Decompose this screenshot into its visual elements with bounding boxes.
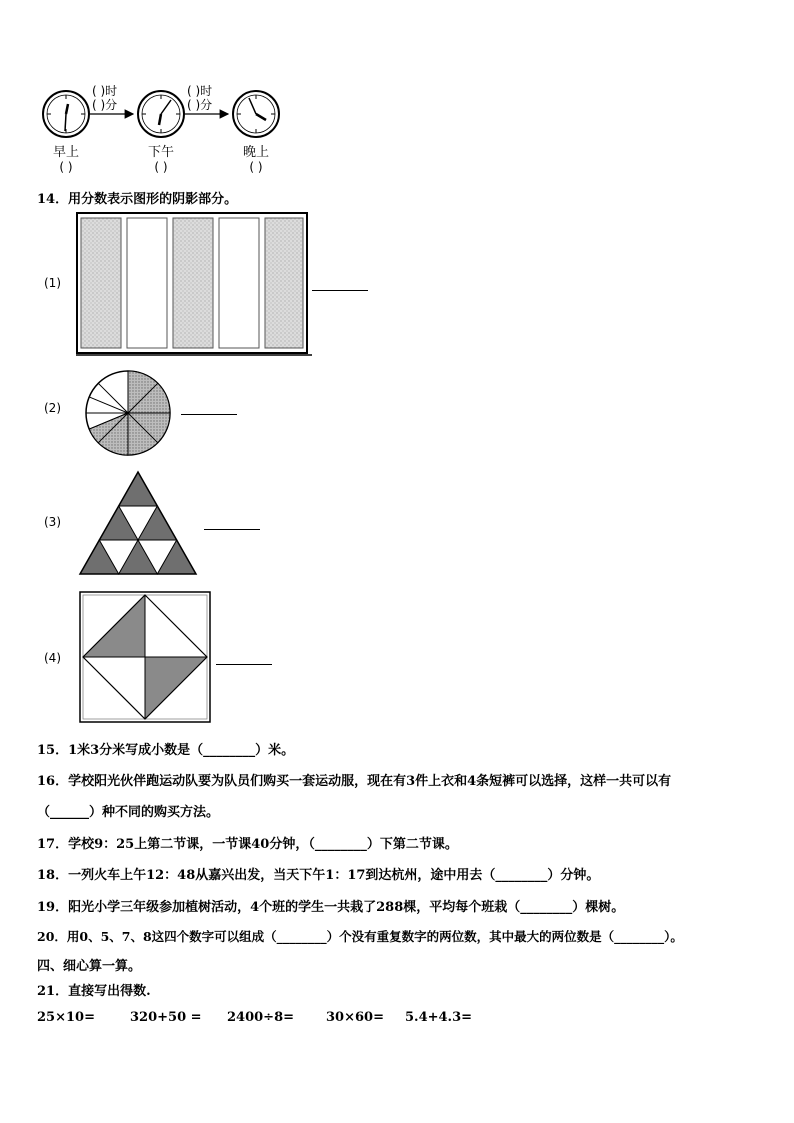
q14-label-4: (4) [44,651,61,665]
question-19: 19．阳光小学三年级参加植树活动，4个班的学生一共栽了288棵，平均每个班栽（________）棵树。 [37,900,625,915]
morning-blank: ( ) [59,160,73,174]
clocks-diagram [30,80,300,150]
figure-2-circle [84,369,172,457]
mental-math-4: 30×60= [326,1010,384,1025]
q14-title: 14．用分数表示图形的阴影部分。 [37,192,238,207]
minute-blank-2: ( )分 [187,98,213,112]
evening-blank: ( ) [249,160,263,174]
answer-line-3[interactable] [204,529,260,530]
mental-math-3: 2400÷8= [227,1010,295,1025]
question-16-line-1: 16．学校阳光伙伴跑运动队要为队员们购买一套运动服，现在有3件上衣和4条短裤可以选择，这样一共可以有 [37,774,672,789]
q14-label-3: (3) [44,515,61,529]
section-4-heading: 四、细心算一算。 [37,959,142,974]
figure-1-strips [76,212,312,356]
q14-label-2: (2) [44,401,61,415]
mental-math-5: 5.4+4.3= [405,1010,473,1025]
clock-afternoon-icon [138,91,184,137]
clock-evening-icon [233,91,279,137]
morning-label: 早上 [52,145,79,160]
mental-math-2: 320+50 = [130,1010,202,1025]
answer-line-2[interactable] [181,414,237,415]
figure-3-triangle [78,470,198,576]
question-21: 21．直接写出得数. [37,984,151,999]
evening-label: 晚上 [242,145,269,160]
question-20: 20．用0、5、7、8这四个数字可以组成（________）个没有重复数字的两位数，其中最大的两位数是（________）。 [37,929,683,944]
minute-blank-1: ( )分 [92,98,118,112]
clock-morning-icon [43,91,89,137]
afternoon-blank: ( ) [154,160,168,174]
question-18: 18．一列火车上午12：48从嘉兴出发，当天下午1：17到达杭州，途中用去（________）分钟。 [37,868,600,883]
hour-blank-1: ( )时 [92,84,118,98]
answer-line-4[interactable] [216,664,272,665]
mental-math-1: 25×10= [37,1010,95,1025]
question-17: 17．学校9：25上第二节课，一节课40分钟，（________）下第二节课。 [37,837,458,852]
answer-line-1[interactable] [312,290,368,291]
question-15: 15．1米3分米写成小数是（________）米。 [37,743,295,758]
hour-blank-2: ( )时 [187,84,213,98]
figure-4-square [78,590,214,726]
q14-label-1: (1) [44,276,61,290]
question-16-line-2: （______）种不同的购买方法。 [37,805,220,820]
afternoon-label: 下午 [147,145,174,160]
